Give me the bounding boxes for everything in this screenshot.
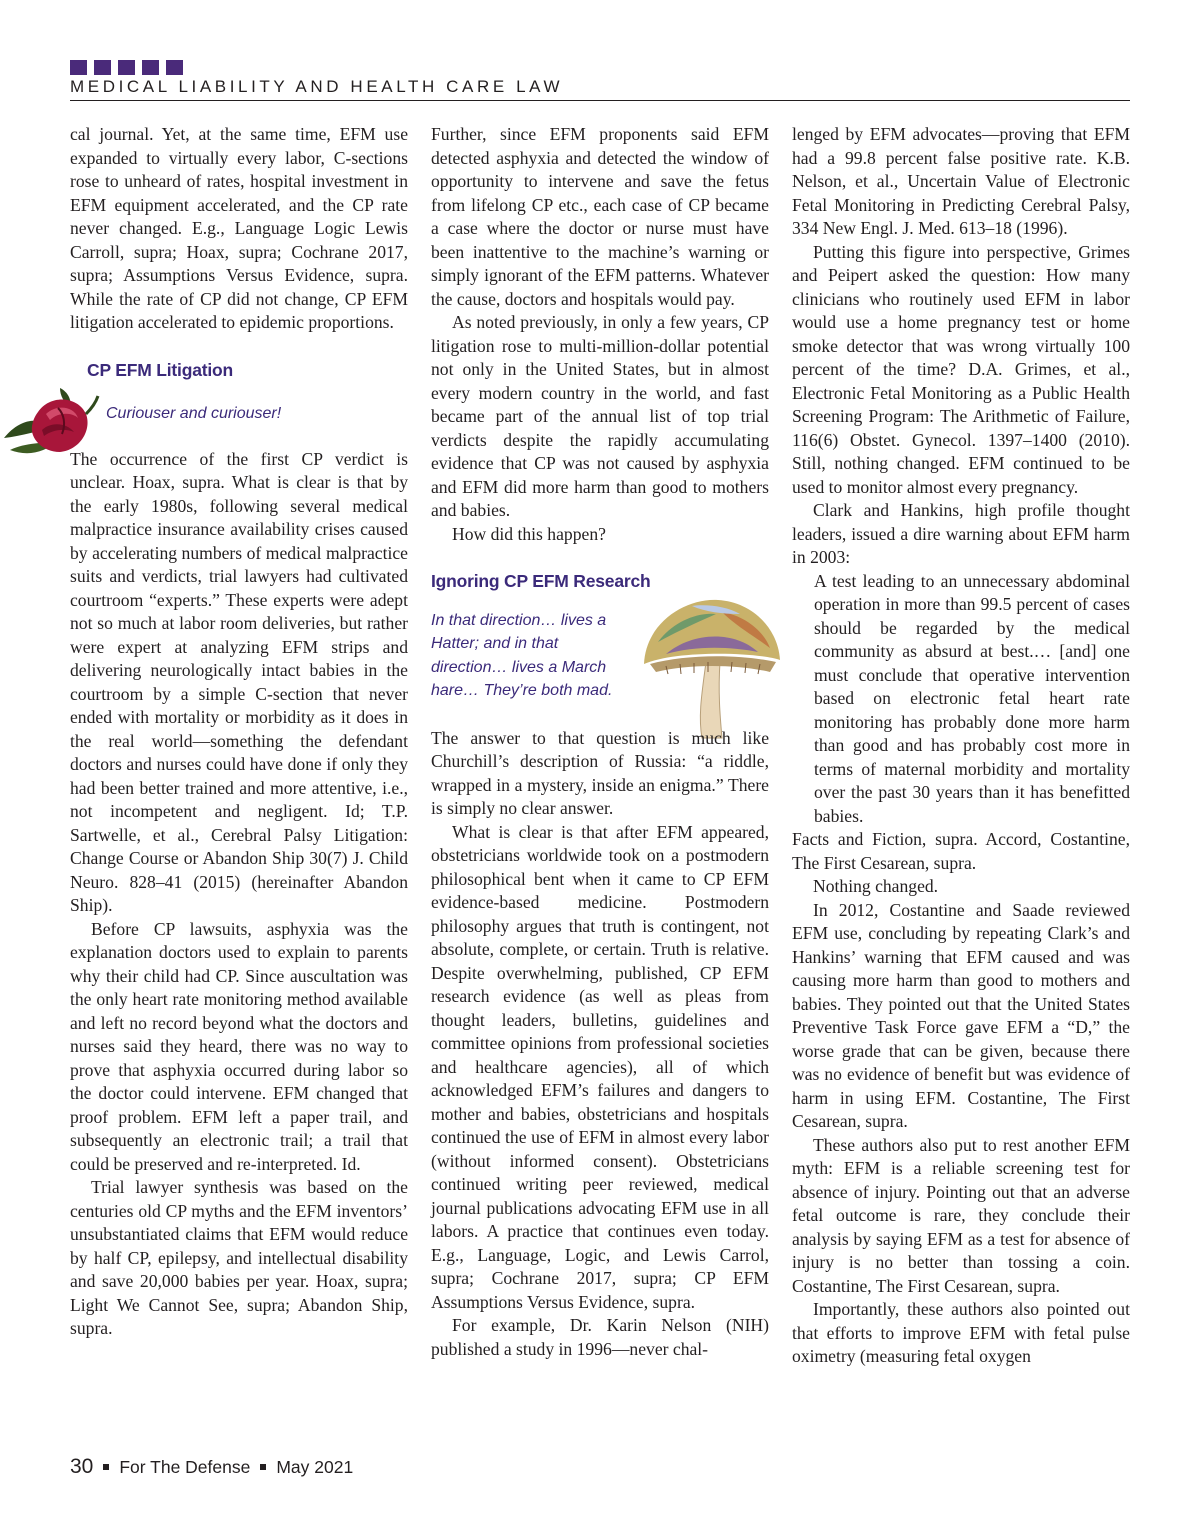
header-rule xyxy=(70,100,1130,101)
section-heading: Ignoring CP EFM Research xyxy=(431,571,651,591)
footer-separator xyxy=(260,1464,266,1470)
page-number: 30 xyxy=(70,1455,94,1478)
paragraph: The occurrence of the first CP verdict is unclear. Hoax, supra. What is clear is that by the early 1980s, following several medical malpractice insurance availability crises caused by accelerating numbers of medical malpractice suits and verdicts, trial lawyers had cultivated courtroom “experts.” These experts were adept not so much at labor room deliveries, but rather were expert at analyzing EFM strips and delivering neurologically intact babies in the courtroom by a simple C-section that never ended with mortality or morbidity as it does in the real world—something the defendant doctors and nurses could have done if only they had been better trained and more attentive, i.e., not incompetent and negligent. Id; T.P. Sartwelle, et al., Cerebral Palsy Litigation: Change Course or Abandon Ship 30(7) J. Child Neuro. 828–41 (2015) (hereinafter Abandon Ship). xyxy=(70,448,408,915)
paragraph: How did this happen? xyxy=(452,523,606,544)
section-epigraph: In that direction… lives a Hatter; and in that direction… lives a March hare… They’re both mad. xyxy=(431,611,613,699)
paragraph: Importantly, these authors also pointed out that efforts to improve EFM with fetal pulse oximetry (measuring fetal oxygen xyxy=(792,1299,1130,1366)
running-head: MEDICAL LIABILITY AND HEALTH CARE LAW xyxy=(70,77,564,96)
footer-separator xyxy=(103,1464,109,1470)
paragraph: Facts and Fiction, supra. Accord, Costantine, The First Cesarean, supra. xyxy=(792,829,1130,873)
paragraph: For example, Dr. Karin Nelson (NIH) published a study in 1996—never chal- xyxy=(431,1315,769,1359)
column-3 xyxy=(792,123,1130,1369)
paragraph: Putting this figure into perspective, Grimes and Peipert asked the question: How many clinicians who routinely used EFM in labor would use a home pregnancy test or home smoke detector that was wrong virtually 100 percent of the time? D.A. Grimes, et al., Electronic Fetal Monitoring as a Public Health Screening Program: The Arithmetic of Failure, 116(6) Obstet. Gynecol. 1397–1400 (2010). Still, nothing changed. EFM continued to be used to monitor almost every pregnancy. xyxy=(792,241,1130,497)
issue-date: May 2021 xyxy=(276,1456,354,1477)
paragraph: These authors also put to rest another EFM myth: EFM is a reliable screening test for absence of injury. Pointing out that an adverse fetal outcome is rare, they conclude their analysis by saying EFM as a test for absence of injury is no better than tossing a coin. Costantine, The First Cesarean, supra. xyxy=(792,1134,1130,1296)
paragraph: Trial lawyer synthesis was based on the centuries old CP myths and the EFM inventors’ unsubstantiated claims that EFM would reduce by half CP, epilepsy, and intellectual disability and save 20,000 babies per year. Hoax, supra; Light We Cannot See, supra; Abandon Ship, supra. xyxy=(70,1177,408,1338)
paragraph: The answer to that question is much like Churchill’s description of Russia: “a riddle, wrapped in a mystery, inside an enigma.” There is simply no clear answer. xyxy=(431,727,769,818)
paragraph: What is clear is that after EFM appeared, obstetricians worldwide took on a postmodern philosophical bent when it came to CP EFM evidence-based medicine. Postmodern philosophy argues that truth is contingent, not absolute, complete, or certain. Truth is relative. Despite overwhelming, published, CP EFM research evidence (as well as pleas from thought leaders, bulletins, guidelines and committee opinions from professional societies and healthcare agencies), all of which acknowledged EFM’s failures and dangers to mother and babies, obstetricians and hospitals continued the use of EFM in almost every labor (without informed consent). Obstetricians continued writing peer reviewed, medical journal publications advocating EFM use in all labors. A practice that continues even today. E.g., Language, Logic, and Lewis Carrol, supra; Cochrane 2017, supra; CP EFM Assumptions Versus Evidence, supra. xyxy=(431,821,769,1312)
paragraph: cal journal. Yet, at the same time, EFM use expanded to virtually every labor, C-sections rose to unheard of rates, hospital investment in EFM equipment accelerated, and the CP rate never changed. E.g., Language Logic Lewis Carroll, supra; Hoax, supra; Cochrane 2017, supra; Assumptions Versus Evidence, supra. While the rate of CP did not change, CP EFM litigation accelerated to epidemic proportions. xyxy=(70,124,408,332)
paragraph: Nothing changed. xyxy=(813,876,939,896)
section-epigraph: Curiouser and curiouser! xyxy=(106,405,282,422)
paragraph: Further, since EFM proponents said EFM detected asphyxia and detected the window of opportunity to intervene and save the fetus from lifelong CP etc., each case of CP became a case where the doctor or nurse must have been inattentive to the machine’s warning or simply ignorant of the EFM patterns. Whatever the cause, doctors and hospitals would pay. xyxy=(431,124,769,309)
paragraph: In 2012, Costantine and Saade reviewed EFM use, concluding by repeating Clark’s and Hankins’ warning that EFM caused and was causing more harm than good to mothers and babies. They pointed out that the United States Preventive Task Force gave EFM a “D,” the worse grade that can be given, because there was no evidence of benefit but was evidence of harm in using EFM. Costantine, The First Cesarean, supra. xyxy=(792,899,1130,1131)
page-footer xyxy=(70,1455,353,1479)
publication-name: For The Defense xyxy=(119,1456,251,1477)
paragraph: As noted previously, in only a few years, CP litigation rose to multi-million-dollar potential not only in the United States, but in almost every modern country in the world, and fast became part of the annual list of top trial verdicts despite the rapidly accumulating evidence that CP was not caused by asphyxia and EFM did more harm than good to mothers and babies. xyxy=(431,312,769,520)
section-heading: CP EFM Litigation xyxy=(87,359,233,380)
paragraph: lenged by EFM advocates—proving that EFM had a 99.8 percent false positive rate. K.B. Nelson, et al., Uncertain Value of Electronic Fetal Monitoring in Predicting Cerebral Palsy, 334 New Engl. J. Med. 613–18 (1996). xyxy=(792,124,1130,238)
column-1 xyxy=(70,123,408,1341)
header-squares-ornament xyxy=(70,60,183,75)
paragraph: Clark and Hankins, high profile thought leaders, issued a dire warning about EFM harm in 2003: xyxy=(792,500,1130,567)
block-quote xyxy=(814,570,1130,829)
block-quote-text: A test leading to an unnecessary abdominal operation in more than 99.5 percent of cases should be regarded by the medical community as absurd at best.… [and] one must conclude that operative intervention based on electronic fetal heart rate monitoring has probably done more harm than good and has probably cost more in terms of maternal morbidity and mortality over the past 30 years than it has benefitted babies. xyxy=(814,570,1130,826)
column-2 xyxy=(431,123,769,1361)
paragraph: Before CP lawsuits, asphyxia was the explanation doctors used to explain to parents why their child had CP. Since auscultation was the only heart rate monitoring method available and left no record beyond what the doctors and nurses said they heard, there was no way to prove that asphyxia occurred during labor so the doctor could intervene. EFM changed that proof problem. EFM left a paper trail, and subsequently an electronic trail; a trail that could be preserved and re-interpreted. Id. xyxy=(70,918,408,1174)
